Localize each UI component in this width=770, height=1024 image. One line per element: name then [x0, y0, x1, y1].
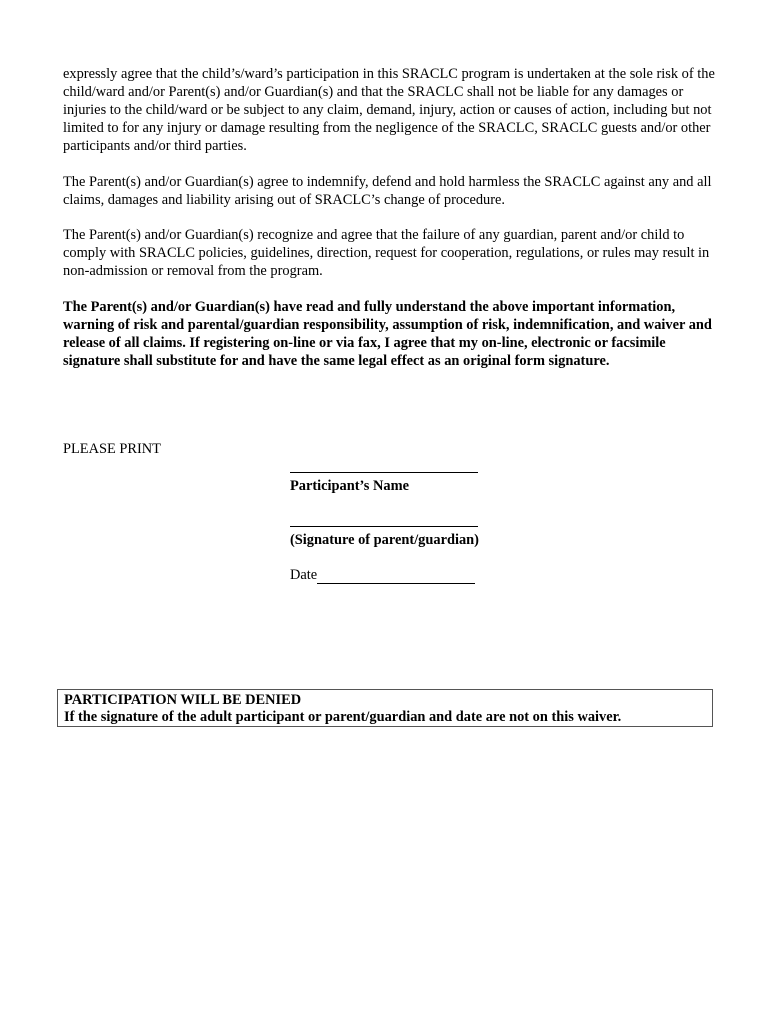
notice-heading: PARTICIPATION WILL BE DENIED	[64, 692, 302, 708]
compliance-paragraph: The Parent(s) and/or Guardian(s) recognize and agree that the failure of any guardian, parent and/or child to comply with SRACLC policies, guidelines, direction, request for cooperation, regulations, or rules may result in non-admission or removal from the program.	[63, 227, 710, 279]
denial-notice-box	[57, 689, 713, 727]
indemnification-paragraph: The Parent(s) and/or Guardian(s) agree to indemnify, defend and hold harmless the SRACLC against any and all claims, damages and liability arising out of SRACLC’s change of procedure.	[63, 174, 712, 208]
signature-label: (Signature of parent/guardian)	[290, 532, 479, 548]
signature-line[interactable]	[290, 526, 478, 527]
date-row	[290, 566, 475, 584]
please-print-label: PLEASE PRINT	[63, 441, 161, 457]
date-line[interactable]	[317, 568, 475, 584]
liability-paragraph: expressly agree that the child’s/ward’s participation in this SRACLC program is undertaken at the sole risk of the child/ward and/or Parent(s) and/or Guardian(s) and that the SRACLC shall not be liable for any damages or injuries to the child/ward or be subject to any claim, demand, injury, action or causes of action, including but not limited to for any injury or damage resulting from the negligence of the SRACLC, SRACLC guests and/or other participants and/or third parties.	[63, 66, 715, 154]
acknowledgement-paragraph: The Parent(s) and/or Guardian(s) have read and fully understand the above important information, warning of risk and parental/guardian responsibility, assumption of risk, indemnification, and waiver and release of all claims. If registering on-line or via fax, I agree that my on-line, electronic or facsimile signature shall substitute for and have the same legal effect as an original form signature.	[63, 299, 712, 369]
date-label: Date	[290, 567, 318, 583]
notice-text: If the signature of the adult participant or parent/guardian and date are not on this waiver.	[64, 709, 622, 725]
participant-name-label: Participant’s Name	[290, 478, 409, 494]
participant-name-line[interactable]	[290, 472, 478, 473]
